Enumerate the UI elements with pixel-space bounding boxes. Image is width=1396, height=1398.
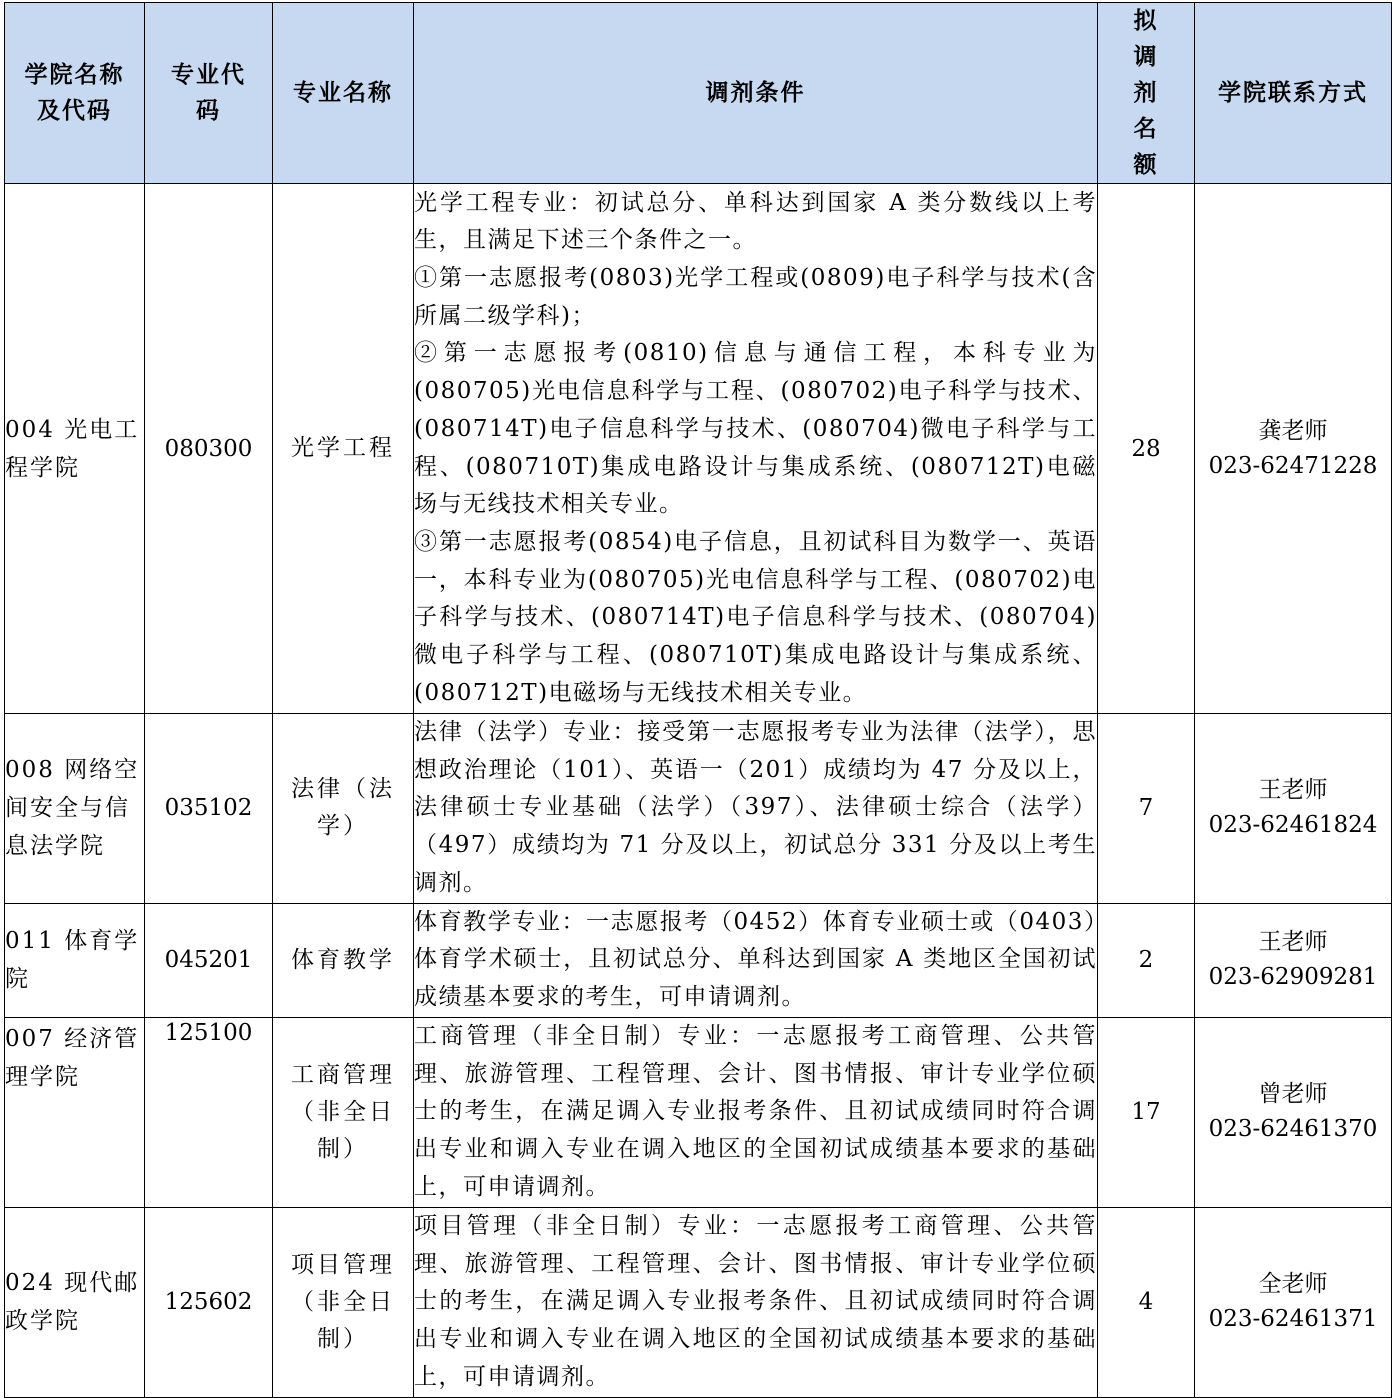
college-cell: 011 体育学院 bbox=[5, 903, 145, 1017]
table-row bbox=[5, 903, 1392, 1017]
quota-cell: 4 bbox=[1098, 1207, 1195, 1397]
quota-cell: 28 bbox=[1098, 184, 1195, 714]
major-name-cell: 光学工程 bbox=[273, 184, 414, 714]
contact-phone: 023-62461824 bbox=[1208, 812, 1378, 839]
college-cell: 007 经济管理学院 bbox=[5, 1017, 145, 1207]
contact-phone: 023-62471228 bbox=[1208, 452, 1378, 479]
condition-cell bbox=[414, 714, 1098, 904]
contact-cell bbox=[1195, 184, 1392, 714]
header-condition: 调剂条件 bbox=[414, 3, 1098, 184]
contact-phone: 023-62909281 bbox=[1208, 964, 1378, 991]
header-quota: 拟调剂名额 bbox=[1098, 3, 1195, 184]
adjustment-table bbox=[4, 2, 1392, 1398]
table-row bbox=[5, 714, 1392, 904]
contact-name: 王老师 bbox=[1258, 777, 1328, 804]
contact-cell bbox=[1195, 1207, 1392, 1397]
condition-paragraph: 工商管理（非全日制）专业：一志愿报考工商管理、公共管理、旅游管理、工程管理、会计、图书情报、审计专业学位硕士的考生，在满足调入专业报考条件、且初试成绩同时符合调出专业和调入专业在调入地区的全国初试成绩基本要求的基础上，可申请调剂。 bbox=[414, 1022, 1097, 1200]
contact-name: 龚老师 bbox=[1258, 417, 1328, 444]
condition-paragraph: ①第一志愿报考(0803)光学工程或(0809)电子科学与技术(含所属二级学科)； bbox=[414, 264, 1097, 329]
condition-paragraph: 光学工程专业：初试总分、单科达到国家 A 类分数线以上考生，且满足下述三个条件之一。 bbox=[414, 189, 1097, 254]
condition-cell bbox=[414, 1017, 1098, 1207]
table-row bbox=[5, 1207, 1392, 1397]
condition-paragraph: ②第一志愿报考(0810)信息与通信工程，本科专业为(080705)光电信息科学与工程、(080702)电子科学与技术、(080714T)电子信息科学与技术、(080704)微电子科学与工程、(080710T)集成电路设计与集成系统、(080712T)电磁场与无线技术相关专业。 bbox=[414, 340, 1097, 518]
major-code-cell: 045201 bbox=[145, 903, 273, 1017]
header-major: 专业名称 bbox=[273, 3, 414, 184]
condition-paragraph: 体育教学专业：一志愿报考（0452）体育专业硕士或（0403）体育学术硕士，且初试总分、单科达到国家 A 类地区全国初试成绩基本要求的考生，可申请调剂。 bbox=[414, 908, 1097, 1010]
major-name-cell: 法律（法学） bbox=[273, 714, 414, 904]
major-code-cell: 035102 bbox=[145, 714, 273, 904]
college-cell: 024 现代邮政学院 bbox=[5, 1207, 145, 1397]
college-cell: 004 光电工程学院 bbox=[5, 184, 145, 714]
quota-cell: 17 bbox=[1098, 1017, 1195, 1207]
major-name-cell: 体育教学 bbox=[273, 903, 414, 1017]
contact-cell bbox=[1195, 714, 1392, 904]
condition-cell bbox=[414, 1207, 1098, 1397]
condition-paragraph: 项目管理（非全日制）专业：一志愿报考工商管理、公共管理、旅游管理、工程管理、会计、图书情报、审计专业学位硕士的考生，在满足调入专业报考条件、且初试成绩同时符合调出专业和调入专业在调入地区的全国初试成绩基本要求的基础上，可申请调剂。 bbox=[414, 1212, 1097, 1390]
contact-name: 王老师 bbox=[1258, 929, 1328, 956]
condition-cell bbox=[414, 184, 1098, 714]
contact-name: 曾老师 bbox=[1258, 1081, 1328, 1108]
condition-cell bbox=[414, 903, 1098, 1017]
contact-cell bbox=[1195, 1017, 1392, 1207]
contact-phone: 023-62461370 bbox=[1208, 1116, 1378, 1143]
contact-name: 全老师 bbox=[1258, 1271, 1328, 1298]
quota-cell: 7 bbox=[1098, 714, 1195, 904]
quota-cell: 2 bbox=[1098, 903, 1195, 1017]
table-row bbox=[5, 184, 1392, 714]
header-row bbox=[5, 3, 1392, 184]
header-college: 学院名称及代码 bbox=[5, 3, 145, 184]
condition-paragraph: ③第一志愿报考(0854)电子信息，且初试科目为数学一、英语一，本科专业为(080705)光电信息科学与工程、(080702)电子科学与技术、(080714T)电子信息科学与技术、(080704)微电子科学与工程、(080710T)集成电路设计与集成系统、(080712T)电磁场与无线技术相关专业。 bbox=[414, 528, 1097, 706]
major-code-cell: 080300 bbox=[145, 184, 273, 714]
major-name-cell: 工商管理（非全日制） bbox=[273, 1017, 414, 1207]
contact-cell bbox=[1195, 903, 1392, 1017]
condition-paragraph: 法律（法学）专业：接受第一志愿报考专业为法律（法学），思想政治理论（101）、英语一（201）成绩均为 47 分及以上，法律硕士专业基础（法学）（397）、法律硕士综合（法学）（497）成绩均为 71 分及以上，初试总分 331 分及以上考生调剂。 bbox=[414, 719, 1097, 896]
major-code-cell: 125602 bbox=[145, 1207, 273, 1397]
major-code-cell: 125100 bbox=[145, 1017, 273, 1207]
header-code: 专业代码 bbox=[145, 3, 273, 184]
major-name-cell: 项目管理（非全日制） bbox=[273, 1207, 414, 1397]
contact-phone: 023-62461371 bbox=[1208, 1306, 1378, 1333]
header-contact: 学院联系方式 bbox=[1195, 3, 1392, 184]
college-cell: 008 网络空间安全与信息法学院 bbox=[5, 714, 145, 904]
table-row bbox=[5, 1017, 1392, 1207]
